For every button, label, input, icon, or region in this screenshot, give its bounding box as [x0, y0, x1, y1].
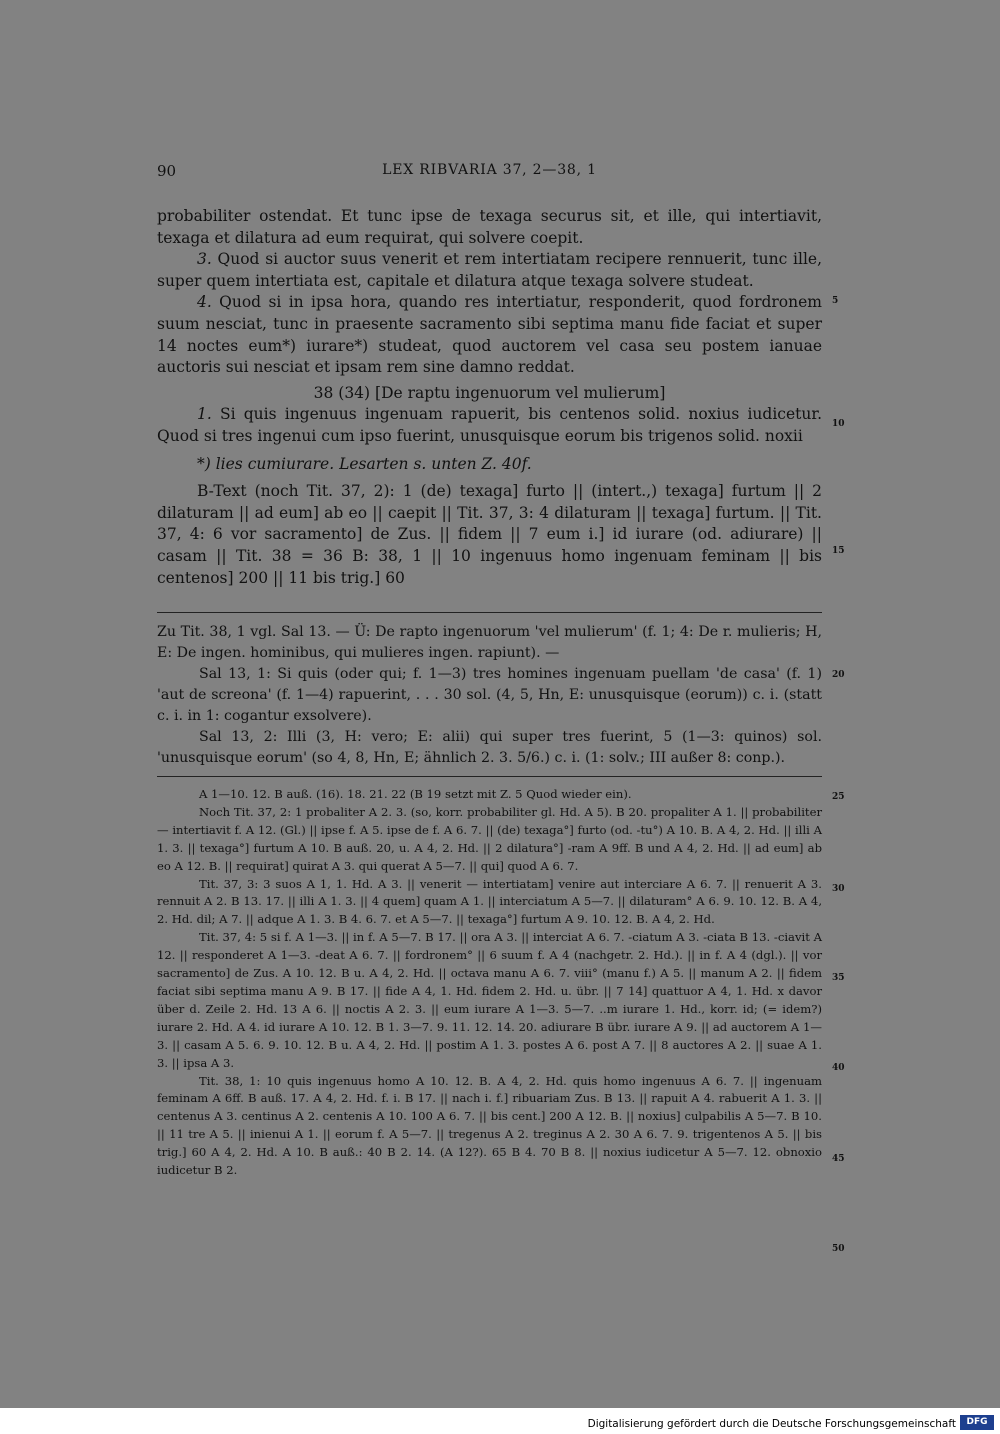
running-header [157, 162, 822, 184]
funding-notice: Digitalisierung gefördert durch die Deutsche Forschungsgemeinschaft [587, 1418, 956, 1430]
paragraph-text: Quod si in ipsa hora, quando res intertiatur, responderit, quod fordronem suum nesciat, tunc in praesente sacramento sibi septima manu fide faciat et super 14 noctes eum*) iurare*) studeat, quod auctorem vel casa seu postem ianuae auctoris sui nesciat et ipsam rem sine damno reddat. [157, 293, 822, 377]
apparatus-entry: A 1—10. 12. B auß. (16). 18. 21. 22 (B 19 setzt mit Z. 5 Quod wieder ein). [199, 787, 632, 801]
line-number: 40 [832, 1063, 845, 1073]
running-title: LEX RIBVARIA 37, 2—38, 1 [382, 162, 597, 178]
section-title: 38 (34) [De raptu ingenuorum vel mulierum] [313, 383, 666, 402]
page-number: 90 [157, 162, 177, 180]
line-number: 45 [832, 1154, 845, 1164]
note-2: Sal 13, 1: Si quis (oder qui; f. 1—3) tres homines ingenuam puellam 'de casa' (f. 1) 'aut de screona' (f. 1—4) rapuerint, . . . 30 sol. (4, 5, Hn, E: unusquisque (eorum)) c. i. (statt c. i. in 1: cogantur exsolvere). [157, 666, 822, 724]
apparatus-entry: Tit. 37, 3: 3 suos A 1, 1. Hd. A 3. || venerit — intertiatam] venire aut interciare A 6. 7. || renuerit A 3. rennuit A 2. B 13. 17. || illi A 1. 3. || 4 quem] quam A 1. || interciatum A 5—7. || dilaturam° A 6. 9. 10. 12. B. A 4, 2. Hd. dil; A 7. || adque A 1. 3. B 4. 6. 7. et A 5—7. || texaga°] furtum A 9. 10. 12. B. A 4, 2. Hd. [157, 876, 822, 927]
line-number: 15 [832, 546, 845, 556]
paragraph-text: Quod si auctor suus venerit et rem intertiatam recipere rennuerit, tunc ille, super quem intertiata est, capitale et dilatura atque texaga solvere studeat. [157, 250, 822, 290]
note-1: Zu Tit. 38, 1 vgl. Sal 13. — Ü: De rapto ingenuorum 'vel mulierum' (f. 1; 4: De r. mulieris; H, E: De ingen. hominibus, qui mulieres ingen. rapiunt). — [157, 624, 822, 661]
line-number: 50 [832, 1244, 845, 1254]
section-number: 4. [197, 293, 212, 312]
paragraph-1: probabiliter ostendat. Et tunc ipse de texaga securus sit, et ille, qui intertiavit, texaga et dilatura ad eum requirat, qui solvere coepit. [157, 207, 822, 247]
line-number: 30 [832, 884, 845, 894]
line-number: 5 [832, 296, 839, 306]
footnote: *) lies cumiurare. Lesarten s. unten Z. 40f. [197, 454, 532, 473]
paragraph-2 [157, 249, 822, 292]
line-number: 25 [832, 792, 845, 802]
dfg-logo: DFG [960, 1415, 994, 1430]
section-number: 3. [197, 250, 212, 269]
apparatus-entry: Tit. 38, 1: 10 quis ingenuus homo A 10. 12. B. A 4, 2. Hd. quis homo ingenuus A 6. 7. || ingenuam feminam A 6ff. B auß. 17. A 4, 2. Hd. f. i. B 17. || nach i. f.] ribuariam Zus. B 13. || rapuit A 4. rabuerit A 1. 3. || centenus A 3. centinus A 2. centenis A 10. 100 A 6. 7. || bis cent.] 200 A 12. B. || noxius] culpabilis A 5—7. B 10. || 11 tre A 5. || inienui A 1. || eorum f. A 5—7. || tregenus A 2. treginus A 2. 30 A 6. 7. 9. trigentenos A 5. || bis trig.] 60 A 4, 2. Hd. A 10. B auß.: 40 B 2. 14. (A 12?). 65 B 4. 70 B 8. || noxius iudicetur A 5—7. 12. obnoxio iudicetur B 2. [157, 1073, 822, 1178]
paragraph-text: Si quis ingenuus ingenuam rapuerit, bis centenos solid. noxius iudicetur. Quod si tres ingenui cum ipso fuerint, unusquisque eorum bis trigenos solid. noxii [157, 405, 822, 445]
apparatus-entry: Noch Tit. 37, 2: 1 probaliter A 2. 3. (so, korr. probabiliter gl. Hd. A 5). B 20. propaliter A 1. || probabiliter — intertiavit f. A 12. (Gl.) || ipse f. A 5. ipse de f. A 6. 7. || (de) texaga°] furto (od. -tu°) A 10. B. A 4, 2. Hd. || illi A 1. 3. || texaga°] furtum A 10. B auß. 20, u. A 4, 2. Hd. || 2 dilatura°] -ram A 9ff. B und A 4, 2. Hd. || ad eum] ab eo A 12. B. || requirat] quirat A 3. qui querat A 5—7. || qui] quod A 6. 7. [157, 804, 822, 873]
note-3: Sal 13, 2: Illi (3, H: vero; E: alii) qui super tres fuerint, 5 (1—3: quinos) sol. 'unusquisque eorum' (so 4, 8, Hn, E; ähnlich 2. 3. 5/6.) c. i. (1: solv.; III außer 8: conp.). [157, 729, 822, 766]
apparatus-entry: Tit. 37, 4: 5 si f. A 1—3. || in f. A 5—7. B 17. || ora A 3. || interciat A 6. 7. -ciatum A 3. -ciata B 13. -ciavit A 12. || responderet A 1—3. -deat A 6. 7. || fordronem° || 6 suum f. A 4 (nachgetr. 2. Hd.). || in f. A 4 (dgl.). || vor sacramento] de Zus. A 10. 12. B u. A 4, 2. Hd. || octava manu A 6. 7. viii° (manu f.) A 5. || manum A 2. || fidem faciat sibi septima manu A 9. B 17. || fide A 4, 1. Hd. fidem 2. Hd. u. übr. || 7 14] quattuor A 4, 1. Hd. x davor über d. Zeile 2. Hd. 13 A 6. || noctis A 2. 3. || eum iurare A 1—3. 5—7. ..m iurare 1. Hd., korr. id; (= idem?) iurare 2. Hd. A 4. id iurare A 10. 12. B 1. 3—7. 9. 11. 12. 14. 20. adiurare B übr. iurare A 9. || ad auctorem A 1—3. || casam A 5. 6. 9. 10. 12. B u. A 4, 2. Hd. || postim A 1. 3. postes A 6. post A 7. || 8 auctores A 2. || suae A 1. 3. || ipsa A 3. [157, 930, 822, 1070]
divider-rule [157, 776, 822, 777]
divider-rule [157, 612, 822, 613]
line-number: 35 [832, 973, 845, 983]
paragraph-4 [157, 404, 822, 447]
paragraph-3 [157, 292, 822, 378]
source-notes [157, 622, 822, 769]
section-number: 1. [197, 405, 212, 424]
line-number: 20 [832, 670, 845, 680]
b-text: B-Text (noch Tit. 37, 2): 1 (de) texaga] furto || (intert.,) texaga] furtum || 2 dilaturam || ad eum] ab eo || caepit || Tit. 37, 3: 4 dilaturam || texaga] furtum. || Tit. 37, 4: 6 vor sacramento] de Zus. || fidem || 7 eum i.] id iurare (od. adiurare) || casam || Tit. 38 = 36 B: 38, 1 || 10 ingenuus homo ingenuam feminam || bis centenos] 200 || 11 bis trig.] 60 [157, 482, 822, 587]
critical-apparatus [157, 786, 822, 1180]
main-text [157, 206, 822, 589]
line-number: 10 [832, 419, 845, 429]
